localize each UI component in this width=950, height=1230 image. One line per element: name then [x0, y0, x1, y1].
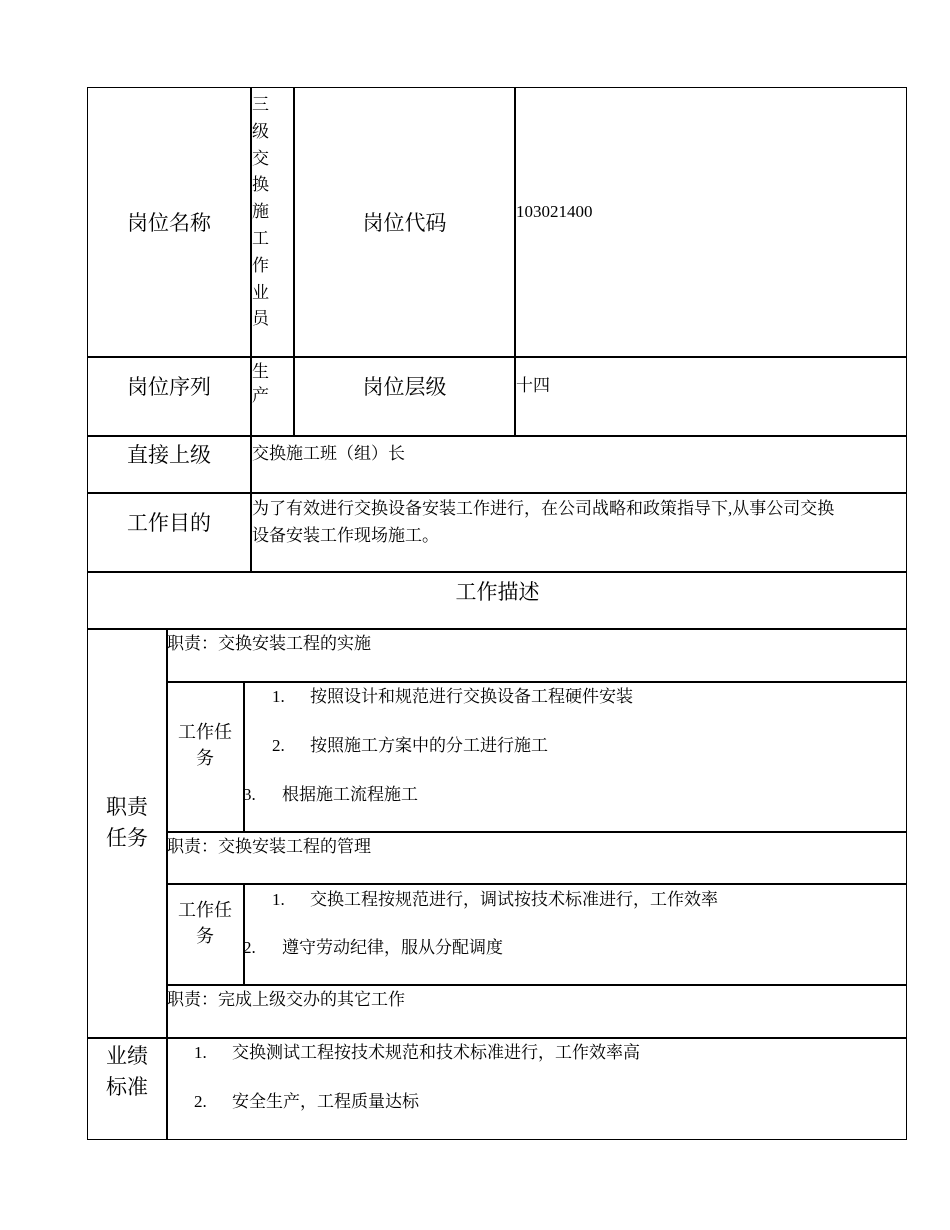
char: 工: [252, 228, 269, 248]
purpose-line-1: 为了有效进行交换设备安装工作进行，在公司战略和政策指导下,从事公司交换: [252, 499, 835, 518]
performance-item-1-text: 交换测试工程按技术规范和技术标准进行，工作效率高: [232, 1043, 640, 1062]
performance-label-line-1: 业绩: [106, 1044, 148, 1068]
duty-1-task-2-text: 按照施工方案中的分工进行施工: [310, 736, 548, 755]
position-code-value: 103021400: [516, 202, 593, 221]
char: 施: [252, 202, 269, 222]
duty-2-task-label: [167, 897, 243, 949]
char: 员: [252, 309, 269, 329]
performance-label: [88, 1041, 166, 1103]
work-description-header: 工作描述: [455, 580, 540, 604]
supervisor-label: 直接上级: [127, 443, 211, 467]
duty-2-task-1-text: 交换工程按规范进行，调试按技术标准进行，工作效率: [310, 890, 718, 909]
task-label-line-2: 务: [196, 926, 214, 946]
col-divider: [243, 883, 245, 984]
duty-1-title: 职责：交换安装工程的实施: [167, 634, 371, 653]
char: 交: [252, 148, 269, 168]
row-divider: [87, 628, 907, 630]
duty-1-task-1-text: 按照设计和规范进行交换设备工程硬件安装: [310, 687, 633, 706]
row-divider: [87, 1037, 907, 1039]
performance-item-1-num: 1.: [194, 1043, 207, 1062]
row-divider: [166, 883, 907, 885]
char: 级: [252, 121, 269, 141]
performance-item-2-num: 2.: [194, 1092, 207, 1111]
position-series-label: 岗位序列: [127, 375, 211, 399]
duty-1-task-label: [167, 719, 243, 771]
row-divider: [166, 831, 907, 833]
performance-label-line-2: 标准: [106, 1075, 148, 1099]
row-divider: [166, 984, 907, 986]
duty-1-task-2-num: 2.: [272, 736, 285, 755]
duty-2-task-1-num: 1.: [272, 890, 285, 909]
duties-label: [88, 792, 166, 854]
position-level-label: 岗位层级: [362, 375, 447, 399]
duty-2-title: 职责：交换安装工程的管理: [167, 837, 371, 856]
position-name-label: 岗位名称: [127, 211, 211, 235]
task-label-line-1: 工作任: [178, 722, 232, 742]
row-divider: [166, 681, 907, 683]
char: 换: [252, 175, 269, 195]
performance-item-2-text: 安全生产，工程质量达标: [232, 1092, 419, 1111]
position-code-label: 岗位代码: [362, 211, 447, 235]
duty-3-title: 职责：完成上级交办的其它工作: [167, 990, 405, 1009]
char: 作: [252, 255, 269, 275]
position-series-value: [252, 360, 274, 408]
duty-1-task-3-num: 3.: [243, 785, 256, 804]
duty-1-task-1-num: 1.: [272, 687, 285, 706]
col-divider: [243, 681, 245, 831]
duty-2-task-2-text: 遵守劳动纪律，服从分配调度: [282, 938, 503, 957]
duty-2-task-2-num: 2.: [243, 938, 256, 957]
char: 生: [252, 362, 269, 381]
col-divider: [166, 628, 168, 1140]
supervisor-value: 交换施工班（组）长: [252, 444, 405, 463]
position-level-value: 十四: [516, 376, 550, 395]
duties-label-line-2: 任务: [106, 826, 148, 850]
char: 三: [252, 95, 269, 114]
purpose-label: 工作目的: [127, 511, 211, 535]
duty-1-task-3-text: 根据施工流程施工: [282, 785, 418, 804]
purpose-line-2: 设备安装工作现场施工。: [252, 526, 439, 545]
char: 业: [252, 282, 269, 302]
char: 产: [252, 386, 269, 405]
task-label-line-1: 工作任: [178, 900, 232, 920]
task-label-line-2: 务: [196, 748, 214, 768]
position-name-value: [252, 92, 274, 333]
duties-label-line-1: 职责: [106, 795, 148, 819]
